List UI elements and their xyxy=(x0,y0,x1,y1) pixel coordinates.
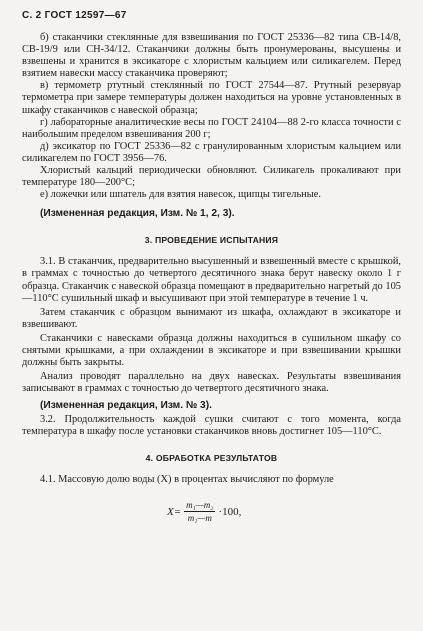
paragraph-lids: Стаканчики с навесками образца должны находиться в сушильном шкафу со снятыми крышками, а при охлаждении в эксикаторе и при взвешивании крышки должны быть закрыты. xyxy=(22,332,401,369)
formula-rhs: ·100, xyxy=(218,505,242,518)
paragraph-parallel: Анализ проводят параллельно на двух навесках. Результаты взвешивания записывают в граммах с точностью до четвертого десятичного знака. xyxy=(22,371,401,395)
list-item-b: б) стаканчики стеклянные для взвешивания по ГОСТ 25336—82 типа СВ-14/8, СВ-19/9 или СН-34/12. Стаканчики должны быть пронумерованы, высушены и взвешены и хранится в эксикаторе с хлористым кальцием или силикагелем. Перед взятием навески массу стаканчика проверяют; xyxy=(22,32,401,80)
section-3-title: 3. ПРОВЕДЕНИЕ ИСПЫТАНИЯ xyxy=(144,235,279,246)
document-body xyxy=(22,32,401,527)
formula-lhs: X= xyxy=(167,505,182,518)
paragraph-3-1: 3.1. В стаканчик, предварительно высушенный и взвешенный вместе с крышкой, в граммах с точностью до четвертого десятичного знака берут навеску около 1 г образца. Стаканчик с навеской образца помещают в предварительно нагретый до 105—110°С сушильный шкаф и высушивают при этой температуре в течение 1 ч. xyxy=(22,256,401,304)
paragraph-3-2: 3.2. Продолжительность каждой сушки считают с того момента, когда температура в шкафу после установки стаканчиков вновь достигнет 105—110°С. xyxy=(22,414,401,438)
paragraph-4-1: 4.1. Массовую долю воды (X) в процентах вычисляют по формуле xyxy=(40,473,334,485)
list-item-v: в) термометр ртутный стеклянный по ГОСТ 27544—87. Ртутный резервуар термометра при замере температуры должен находиться на уровне установленных в шкафу стаканчиков с навеской образца; xyxy=(22,80,401,116)
paragraph-cooling: Затем стаканчик с образцом вынимают из шкафа, охлаждают в эксикаторе и взвешивают. xyxy=(22,306,401,330)
revision-note-2: (Измененная редакция, Изм. № 3). xyxy=(40,400,212,412)
formula-denominator: m₁—m xyxy=(187,513,212,524)
moisture-formula xyxy=(22,497,401,527)
paragraph-calcium-chloride: Хлористый кальций периодически обновляют. Силикагель прокаливают при температуре 180—200°С; xyxy=(22,165,401,189)
formula-fraction xyxy=(184,500,215,523)
revision-note-1: (Измененная редакция, Изм. № 1, 2, 3). xyxy=(40,208,235,220)
formula-numerator: m₁—m₂ xyxy=(186,500,214,511)
list-item-g: г) лабораторные аналитические весы по ГОСТ 24104—88 2-го класса точности с наибольшим пределом взвешивания 200 г; xyxy=(22,116,401,140)
list-item-e: е) ложечки или шпатель для взятия навесок, щипцы тигельные. xyxy=(40,189,321,201)
section-4-title: 4. ОБРАБОТКА РЕЗУЛЬТАТОВ xyxy=(145,452,278,463)
list-item-d: д) эксикатор по ГОСТ 25336—82 с гранулированным хлористым кальцием или силикагелем по ГОСТ 3956—76. xyxy=(22,140,401,164)
page-header: С. 2 ГОСТ 12597—67 xyxy=(22,10,127,21)
